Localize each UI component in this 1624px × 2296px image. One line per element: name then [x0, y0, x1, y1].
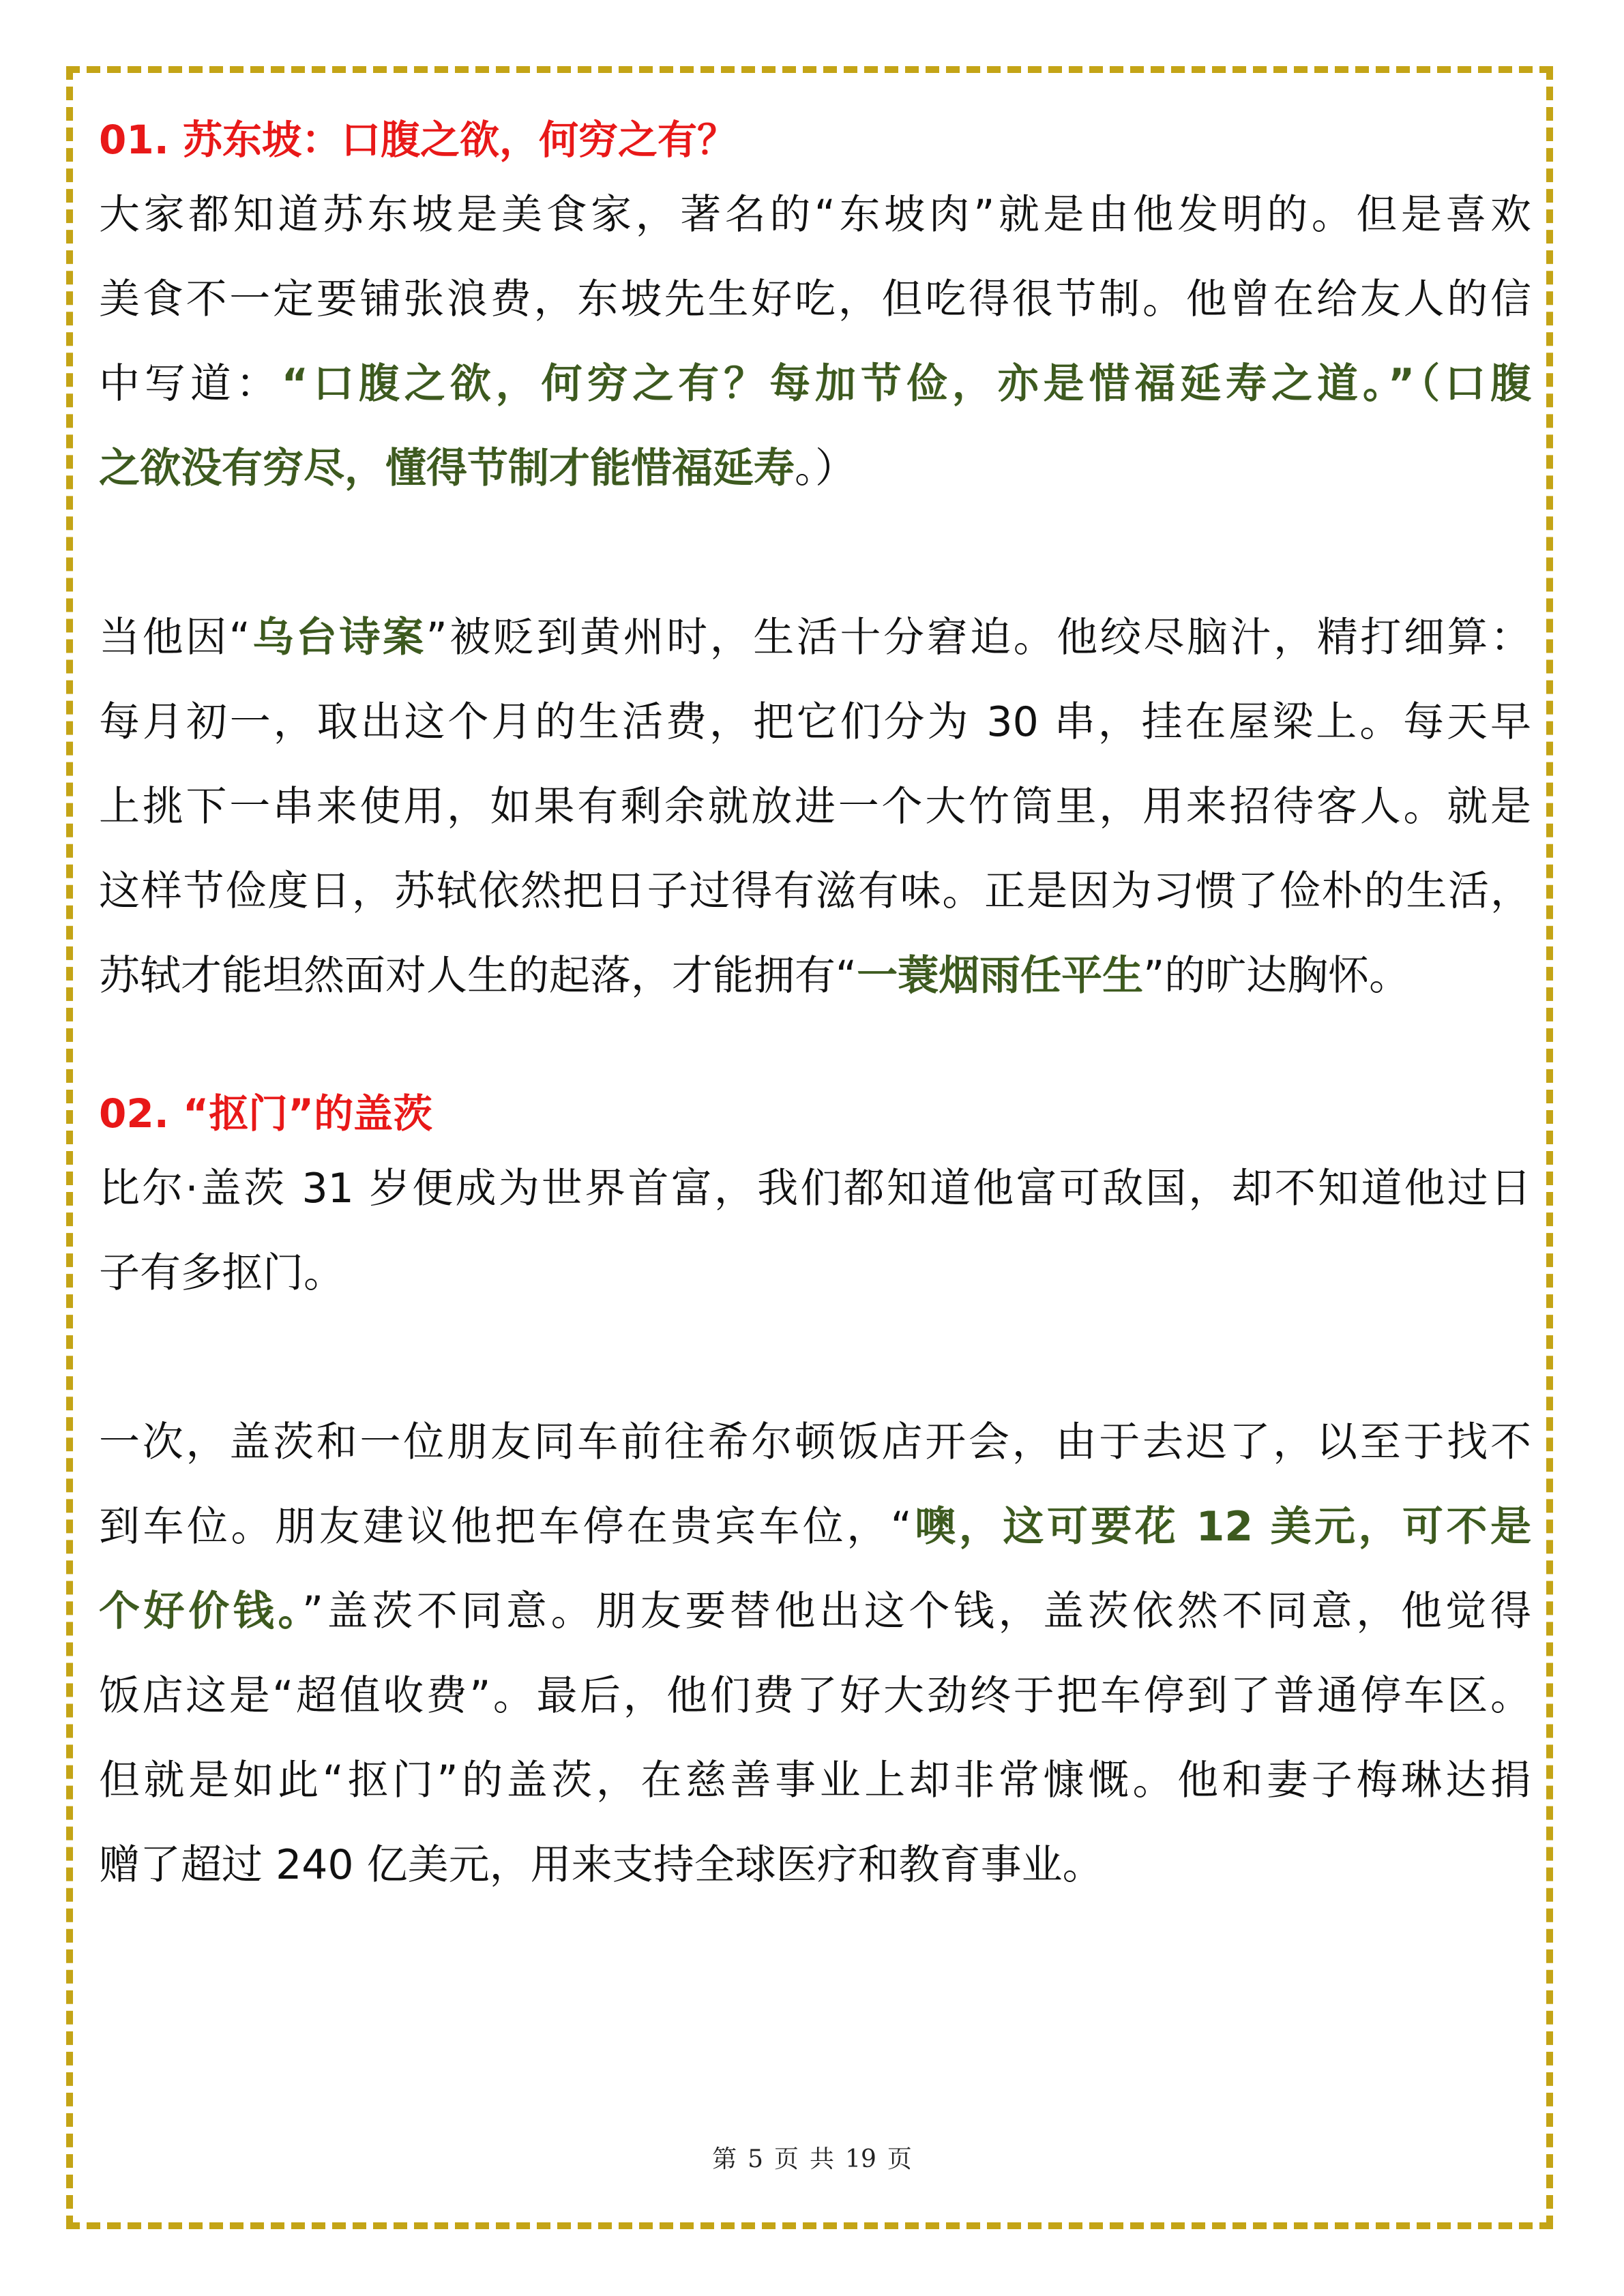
text-segment: 当他因“ [99, 614, 250, 661]
section-heading-02: 02. “抠门”的盖茨 [99, 1090, 433, 1137]
section-heading-01: 01. 苏东坡：口腹之欲，何穷之有？ [99, 117, 737, 163]
footer-gong: 共 [810, 2145, 835, 2173]
paragraph-gates-story [99, 1400, 1531, 1907]
text-line: 每月初一，取出这个月的生活费，把它们分为 30 串，挂在屋梁上。每天早 [99, 698, 1531, 746]
text-line: 美食不一定要铺张浪费，东坡先生好吃，但吃得很节制。他曾在给友人的信 [99, 275, 1531, 323]
quote-emphasis: “口腹之欲，何穷之有？每加节俭，亦是惜福延寿之道。”（口腹 [281, 360, 1531, 408]
paragraph-dongpo-intro [99, 173, 1531, 511]
text-line: 比尔·盖茨 31 岁便成为世界首富，我们都知道他富可敌国，却不知道他过日 [99, 1165, 1531, 1212]
quote-emphasis: 之欲没有穷尽，懂得节制才能惜福延寿 [99, 445, 795, 492]
text-segment: 苏轼才能坦然面对人生的起落，才能拥有“ [99, 952, 857, 1000]
text-line [99, 595, 1531, 680]
text-line: 上挑下一串来使用，如果有剩余就放进一个大竹筒里，用来招待客人。就是 [99, 783, 1531, 831]
text-segment: 中写道： [99, 360, 282, 408]
text-line: 饭店这是“超值收费”。最后，他们费了好大劲终于把车停到了普通停车区。 [99, 1672, 1531, 1720]
text-line [99, 426, 1531, 511]
footer-di: 第 [712, 2145, 737, 2173]
text-line [99, 934, 1531, 1018]
text-segment: 。） [795, 445, 856, 492]
article-content [99, 113, 1531, 1907]
text-line: 赠了超过 240 亿美元，用来支持全球医疗和教育事业。 [99, 1841, 1104, 1889]
text-line: 但就是如此“抠门”的盖茨，在慈善事业上却非常慷慨。他和妻子梅琳达捐 [99, 1757, 1531, 1804]
text-line: 大家都知道苏东坡是美食家，著名的“东坡肉”就是由他发明的。但是喜欢 [99, 191, 1531, 239]
quote-emphasis: 个好价钱。 [99, 1587, 302, 1635]
text-line: 这样节俭度日，苏轼依然把日子过得有滋有味。正是因为习惯了俭朴的生活， [99, 867, 1531, 915]
footer-ye2: 页 [887, 2145, 912, 2173]
text-segment: ”被贬到黄州时，生活十分窘迫。他绞尽脑汁，精打细算： [426, 614, 1531, 661]
text-segment: 到车位。朋友建议他把车停在贵宾车位，“ [99, 1503, 912, 1551]
keyword-emphasis: 一蓑烟雨任平生 [857, 952, 1144, 1000]
current-page-number: 5 [748, 2145, 764, 2173]
text-line: 子有多抠门。 [99, 1249, 344, 1297]
footer-ye: 页 [774, 2145, 799, 2173]
total-page-count: 19 [845, 2145, 876, 2173]
text-line: 一次，盖茨和一位朋友同车前往希尔顿饭店开会，由于去迟了，以至于找不 [99, 1418, 1531, 1466]
text-line [99, 1569, 1531, 1654]
keyword-emphasis: 乌台诗案 [250, 614, 426, 661]
text-segment: ”的旷达胸怀。 [1143, 952, 1411, 1000]
text-line [99, 1485, 1531, 1569]
text-line [99, 342, 1531, 426]
quote-emphasis: 噢，这可要花 12 美元，可不是 [911, 1503, 1531, 1551]
paragraph-gates-intro [99, 1146, 1531, 1315]
text-segment: ”盖茨不同意。朋友要替他出这个钱，盖茨依然不同意，他觉得 [301, 1587, 1532, 1635]
page-number-footer [0, 2140, 1624, 2175]
paragraph-dongpo-story [99, 595, 1531, 1018]
